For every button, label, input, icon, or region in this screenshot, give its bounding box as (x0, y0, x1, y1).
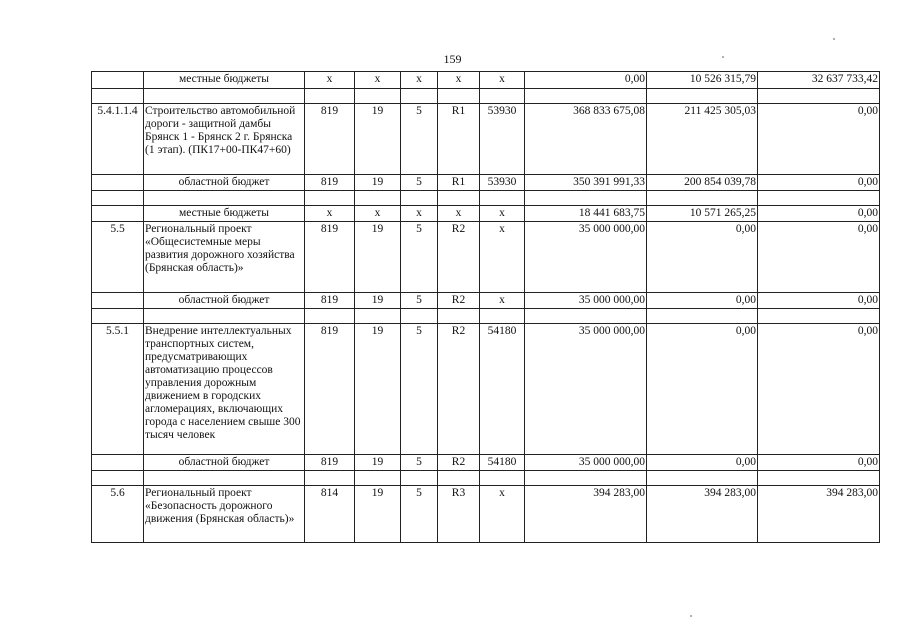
cell-grbs: 819 (305, 324, 355, 455)
cell-grbs: 819 (305, 104, 355, 175)
cell-value-1: 35 000 000,00 (525, 293, 647, 309)
cell-direction: х (480, 72, 525, 89)
row-name: местные бюджеты (144, 72, 305, 89)
cell-value-3: 0,00 (758, 222, 880, 293)
cell-subprogram: 5 (401, 293, 438, 309)
row-name: Региональный проект «Общесистемные меры развития дорожного хозяйства (Брянская область)» (144, 222, 305, 293)
cell-grbs: 819 (305, 222, 355, 293)
row-code (92, 72, 144, 89)
cell-project: R2 (438, 222, 480, 293)
cell-project: R1 (438, 104, 480, 175)
cell-value-2: 10 571 265,25 (647, 206, 758, 222)
row-name: областной бюджет (144, 455, 305, 471)
cell-direction: х (480, 222, 525, 293)
cell-value-3: 0,00 (758, 293, 880, 309)
cell-project: х (438, 206, 480, 222)
cell-value-1: 35 000 000,00 (525, 324, 647, 455)
cell-project: R2 (438, 455, 480, 471)
table-row (92, 206, 880, 222)
table-body (92, 72, 880, 543)
cell-grbs: 819 (305, 293, 355, 309)
cell-value-2: 0,00 (647, 455, 758, 471)
row-code: 5.5 (92, 222, 144, 293)
cell-direction: 54180 (480, 324, 525, 455)
cell-value-2: 0,00 (647, 293, 758, 309)
table-row (92, 293, 880, 309)
cell-value-3: 0,00 (758, 175, 880, 191)
cell-value-3: 0,00 (758, 455, 880, 471)
table-row (92, 175, 880, 191)
row-code (92, 175, 144, 191)
cell-direction: х (480, 293, 525, 309)
cell-grbs: 819 (305, 175, 355, 191)
cell-grbs: х (305, 72, 355, 89)
cell-value-2: 0,00 (647, 324, 758, 455)
cell-direction: 53930 (480, 104, 525, 175)
scan-speck (722, 56, 724, 58)
scan-speck (833, 38, 835, 40)
cell-value-1: 350 391 991,33 (525, 175, 647, 191)
cell-program: 19 (355, 486, 401, 543)
cell-grbs: х (305, 206, 355, 222)
row-code (92, 293, 144, 309)
row-code: 5.6 (92, 486, 144, 543)
budget-table (91, 71, 880, 543)
table-row (92, 486, 880, 543)
cell-subprogram: 5 (401, 324, 438, 455)
cell-value-2: 10 526 315,79 (647, 72, 758, 89)
table-row (92, 222, 880, 293)
cell-program: 19 (355, 222, 401, 293)
cell-value-1: 394 283,00 (525, 486, 647, 543)
cell-value-3: 394 283,00 (758, 486, 880, 543)
cell-project: R2 (438, 293, 480, 309)
cell-program: 19 (355, 324, 401, 455)
cell-subprogram: 5 (401, 104, 438, 175)
row-name: Внедрение интеллектуальных транспортных систем, предусматривающих автоматизацию процессов управления дорожным движением в городских агломерациях, включающих города с населением свыше 300 тысяч человек (144, 324, 305, 455)
scan-speck (690, 615, 692, 617)
row-spacer (92, 309, 880, 324)
row-code (92, 206, 144, 222)
row-name: Строительство автомобильной дороги - защитной дамбы Брянск 1 - Брянск 2 г. Брянска (1 этап). (ПК17+00-ПК47+60) (144, 104, 305, 175)
cell-subprogram: 5 (401, 486, 438, 543)
row-name: областной бюджет (144, 293, 305, 309)
table-row (92, 104, 880, 175)
cell-subprogram: х (401, 206, 438, 222)
cell-direction: 54180 (480, 455, 525, 471)
cell-grbs: 819 (305, 455, 355, 471)
cell-direction: 53930 (480, 175, 525, 191)
cell-value-2: 394 283,00 (647, 486, 758, 543)
cell-project: R3 (438, 486, 480, 543)
cell-value-1: 35 000 000,00 (525, 455, 647, 471)
row-code: 5.5.1 (92, 324, 144, 455)
cell-value-3: 0,00 (758, 206, 880, 222)
page-number: 159 (443, 52, 462, 66)
cell-subprogram: 5 (401, 222, 438, 293)
row-name: областной бюджет (144, 175, 305, 191)
cell-value-2: 0,00 (647, 222, 758, 293)
cell-value-2: 200 854 039,78 (647, 175, 758, 191)
row-name: Региональный проект «Безопасность дорожного движения (Брянская область)» (144, 486, 305, 543)
table-row (92, 72, 880, 89)
row-code: 5.4.1.1.4 (92, 104, 144, 175)
row-name: местные бюджеты (144, 206, 305, 222)
cell-value-1: 0,00 (525, 72, 647, 89)
cell-direction: х (480, 486, 525, 543)
cell-project: R1 (438, 175, 480, 191)
cell-project: х (438, 72, 480, 89)
table-row (92, 324, 880, 455)
cell-program: 19 (355, 175, 401, 191)
cell-program: 19 (355, 104, 401, 175)
cell-value-1: 368 833 675,08 (525, 104, 647, 175)
cell-program: х (355, 206, 401, 222)
cell-value-3: 32 637 733,42 (758, 72, 880, 89)
row-spacer (92, 191, 880, 206)
cell-program: 19 (355, 455, 401, 471)
cell-program: х (355, 72, 401, 89)
row-spacer (92, 89, 880, 104)
cell-grbs: 814 (305, 486, 355, 543)
cell-program: 19 (355, 293, 401, 309)
cell-value-1: 35 000 000,00 (525, 222, 647, 293)
cell-subprogram: 5 (401, 175, 438, 191)
cell-direction: х (480, 206, 525, 222)
cell-value-3: 0,00 (758, 104, 880, 175)
cell-value-3: 0,00 (758, 324, 880, 455)
cell-value-2: 211 425 305,03 (647, 104, 758, 175)
row-code (92, 455, 144, 471)
cell-subprogram: х (401, 72, 438, 89)
cell-value-1: 18 441 683,75 (525, 206, 647, 222)
row-spacer (92, 471, 880, 486)
cell-subprogram: 5 (401, 455, 438, 471)
table-row (92, 455, 880, 471)
cell-project: R2 (438, 324, 480, 455)
